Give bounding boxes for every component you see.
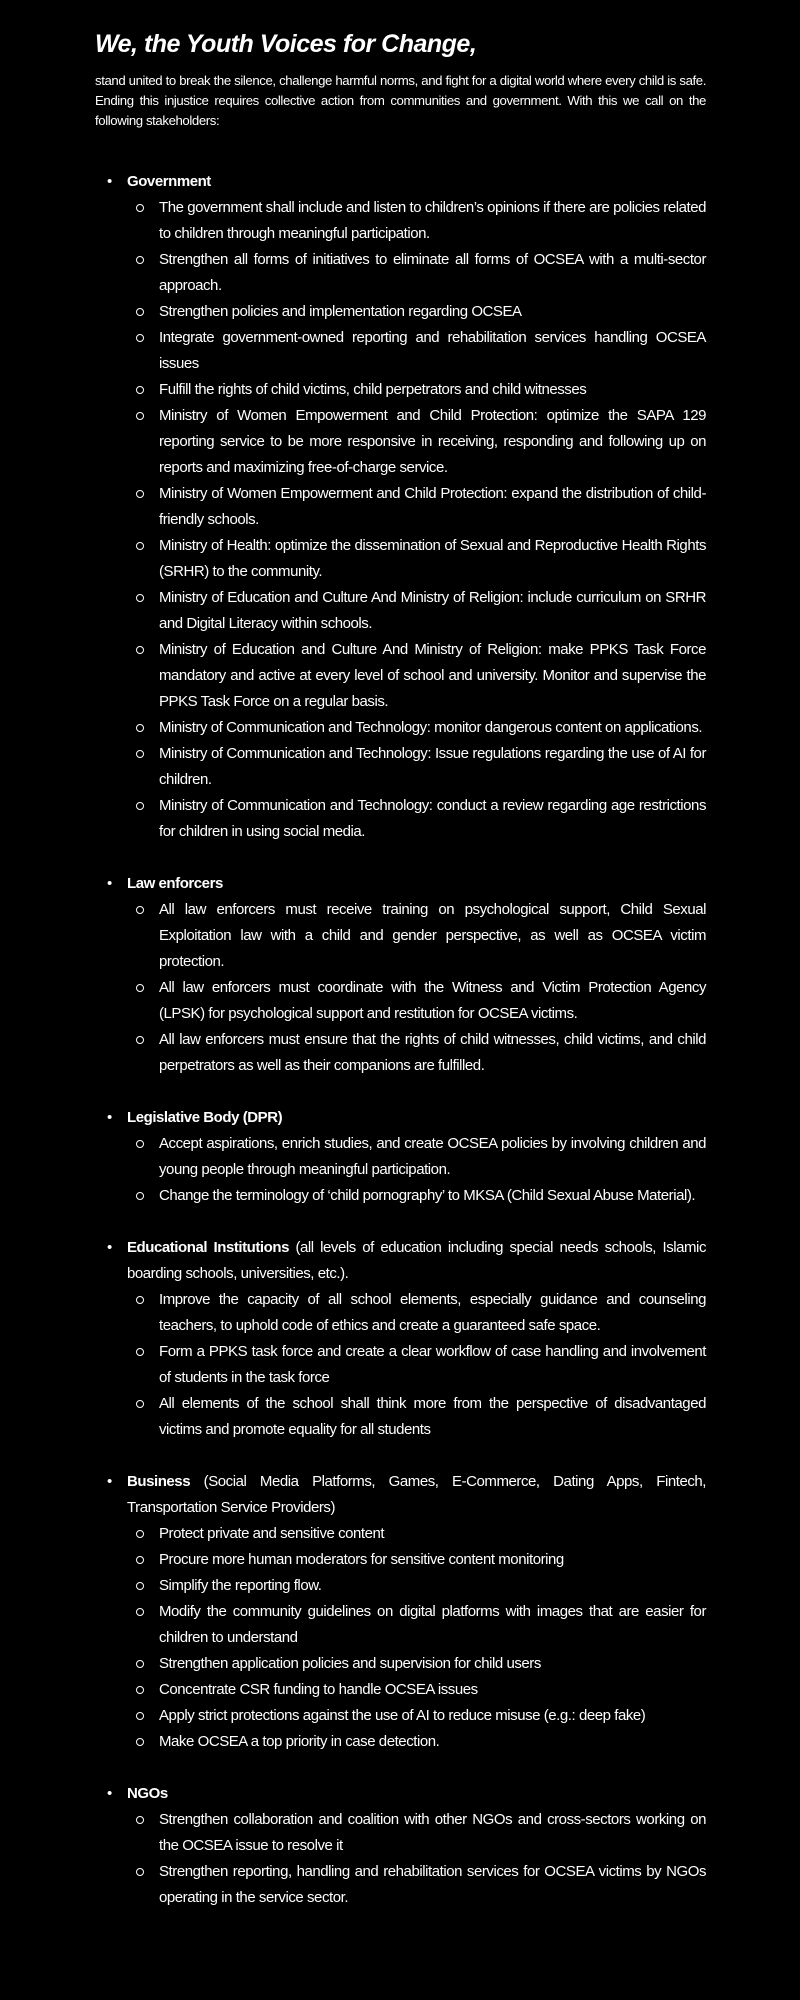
circle-bullet-icon (136, 256, 144, 264)
circle-bullet-icon (136, 542, 144, 550)
list-item (127, 1859, 706, 1911)
item-text: Strengthen collaboration and coalition with other NGOs and cross-sectors working on the OCSEA issue to resolve it (159, 1811, 706, 1854)
section-heading: Law enforcers (127, 875, 223, 892)
item-text: Ministry of Communication and Technology: conduct a review regarding age restrictions for children in using social media. (159, 797, 706, 840)
circle-bullet-icon (136, 1686, 144, 1694)
bullet-icon: • (107, 1473, 112, 1490)
list-item (127, 1131, 706, 1183)
recommendation-list (127, 1521, 706, 1755)
circle-bullet-icon (136, 1608, 144, 1616)
circle-bullet-icon (136, 1556, 144, 1564)
circle-bullet-icon (136, 1348, 144, 1356)
list-item (127, 715, 706, 741)
circle-bullet-icon (136, 1660, 144, 1668)
section-note: (all levels of education including special needs schools, Islamic boarding schools, universities, etc.). (127, 1239, 706, 1282)
bullet-icon: • (107, 1109, 112, 1126)
item-text: Integrate government-owned reporting and rehabilitation services handling OCSEA issues (159, 329, 706, 372)
circle-bullet-icon (136, 334, 144, 342)
item-text: All law enforcers must receive training on psychological support, Child Sexual Exploitation law with a child and gender perspective, as well as OCSEA victim protection. (159, 901, 706, 970)
circle-bullet-icon (136, 412, 144, 420)
circle-bullet-icon (136, 594, 144, 602)
stakeholder-section (95, 1105, 706, 1209)
item-text: Ministry of Health: optimize the dissemination of Sexual and Reproductive Health Rights (SRHR) to the community. (159, 537, 706, 580)
item-text: Modify the community guidelines on digital platforms with images that are easier for children to understand (159, 1603, 706, 1646)
circle-bullet-icon (136, 1868, 144, 1876)
list-item (127, 481, 706, 533)
item-text: Ministry of Education and Culture And Ministry of Religion: make PPKS Task Force mandatory and active at every level of school and university. Monitor and supervise the PPKS Task Force on a regular basis. (159, 641, 706, 710)
item-text: Ministry of Women Empowerment and Child Protection: expand the distribution of child-friendly schools. (159, 485, 706, 528)
item-text: Form a PPKS task force and create a clear workflow of case handling and involvement of students in the task force (159, 1343, 706, 1386)
list-item (127, 1547, 706, 1573)
list-item (127, 1391, 706, 1443)
item-text: Protect private and sensitive content (159, 1525, 385, 1542)
item-text: Ministry of Education and Culture And Ministry of Religion: include curriculum on SRHR and Digital Literacy within schools. (159, 589, 706, 632)
stakeholder-section (95, 871, 706, 1079)
item-text: Improve the capacity of all school elements, especially guidance and counseling teachers, to uphold code of ethics and create a guaranteed safe space. (159, 1291, 706, 1334)
stakeholder-section (95, 169, 706, 845)
section-heading: Educational Institutions (127, 1239, 289, 1256)
list-item (127, 793, 706, 845)
list-item (127, 1703, 706, 1729)
circle-bullet-icon (136, 1712, 144, 1720)
bullet-icon: • (107, 875, 112, 892)
list-item (127, 247, 706, 299)
circle-bullet-icon (136, 802, 144, 810)
list-item (127, 1599, 706, 1651)
item-text: All law enforcers must coordinate with the Witness and Victim Protection Agency (LPSK) for psychological support and restitution for OCSEA victims. (159, 979, 706, 1022)
section-heading: Business (127, 1473, 191, 1490)
circle-bullet-icon (136, 1400, 144, 1408)
item-text: Strengthen reporting, handling and rehabilitation services for OCSEA victims by NGOs operating in the service sector. (159, 1863, 706, 1906)
circle-bullet-icon (136, 984, 144, 992)
list-item (127, 195, 706, 247)
recommendation-list (127, 897, 706, 1079)
item-text: Ministry of Communication and Technology: monitor dangerous content on applications. (159, 719, 703, 736)
circle-bullet-icon (136, 750, 144, 758)
stakeholder-list (95, 169, 706, 1911)
item-text: Procure more human moderators for sensitive content monitoring (159, 1551, 564, 1568)
circle-bullet-icon (136, 906, 144, 914)
list-item (127, 637, 706, 715)
item-text: All elements of the school shall think more from the perspective of disadvantaged victims and promote equality for all students (159, 1395, 706, 1438)
item-text: Ministry of Communication and Technology: Issue regulations regarding the use of AI for children. (159, 745, 706, 788)
list-item (127, 975, 706, 1027)
list-item (127, 325, 706, 377)
circle-bullet-icon (136, 1582, 144, 1590)
item-text: Apply strict protections against the use of AI to reduce misuse (e.g.: deep fake) (159, 1707, 646, 1724)
list-item (127, 403, 706, 481)
stakeholder-section (95, 1235, 706, 1443)
item-text: Concentrate CSR funding to handle OCSEA issues (159, 1681, 478, 1698)
item-text: Simplify the reporting flow. (159, 1577, 322, 1594)
circle-bullet-icon (136, 308, 144, 316)
list-item (127, 1729, 706, 1755)
item-text: Strengthen all forms of initiatives to eliminate all forms of OCSEA with a multi-sector approach. (159, 251, 706, 294)
item-text: Ministry of Women Empowerment and Child Protection: optimize the SAPA 129 reporting service to be more responsive in receiving, responding and following up on reports and maximizing free-of-charge service. (159, 407, 706, 476)
item-text: Strengthen policies and implementation regarding OCSEA (159, 303, 522, 320)
list-item (127, 1677, 706, 1703)
list-item (127, 1183, 706, 1209)
list-item (127, 897, 706, 975)
section-heading: Legislative Body (DPR) (127, 1109, 283, 1126)
intro-paragraph: stand united to break the silence, challenge harmful norms, and fight for a digital world where every child is safe. Ending this injustice requires collective action from communities and government. With this we call on the following stakeholders: (95, 73, 706, 128)
item-text: Fulfill the rights of child victims, child perpetrators and child witnesses (159, 381, 587, 398)
circle-bullet-icon (136, 204, 144, 212)
circle-bullet-icon (136, 1296, 144, 1304)
circle-bullet-icon (136, 386, 144, 394)
declaration (95, 30, 706, 1937)
list-item (127, 1573, 706, 1599)
circle-bullet-icon (136, 1816, 144, 1824)
recommendation-list (127, 1131, 706, 1209)
list-item (127, 533, 706, 585)
recommendation-list (127, 1287, 706, 1443)
circle-bullet-icon (136, 1140, 144, 1148)
section-heading: NGOs (127, 1785, 168, 1802)
item-text: The government shall include and listen to children’s opinions if there are policies related to children through meaningful participation. (159, 199, 706, 242)
bullet-icon: • (107, 1785, 112, 1802)
list-item (127, 1807, 706, 1859)
list-item (127, 377, 706, 403)
list-item (127, 1521, 706, 1547)
stakeholder-section (95, 1781, 706, 1911)
circle-bullet-icon (136, 1738, 144, 1746)
list-item (127, 1027, 706, 1079)
bullet-icon: • (107, 1239, 112, 1256)
recommendation-list (127, 1807, 706, 1911)
section-note: (Social Media Platforms, Games, E-Commerce, Dating Apps, Fintech, Transportation Service Providers) (127, 1473, 706, 1516)
item-text: Accept aspirations, enrich studies, and create OCSEA policies by involving children and young people through meaningful participation. (159, 1135, 706, 1178)
list-item (127, 1287, 706, 1339)
circle-bullet-icon (136, 646, 144, 654)
list-item (127, 741, 706, 793)
item-text: All law enforcers must ensure that the rights of child witnesses, child victims, and child perpetrators as well as their companions are fulfilled. (159, 1031, 706, 1074)
section-heading: Government (127, 173, 211, 190)
recommendation-list (127, 195, 706, 845)
list-item (127, 1339, 706, 1391)
item-text: Strengthen application policies and supervision for child users (159, 1655, 541, 1672)
circle-bullet-icon (136, 1530, 144, 1538)
circle-bullet-icon (136, 1192, 144, 1200)
circle-bullet-icon (136, 1036, 144, 1044)
list-item (127, 585, 706, 637)
circle-bullet-icon (136, 724, 144, 732)
item-text: Make OCSEA a top priority in case detection. (159, 1733, 440, 1750)
page-title: We, the Youth Voices for Change, (95, 30, 477, 58)
bullet-icon: • (107, 173, 112, 190)
circle-bullet-icon (136, 490, 144, 498)
list-item (127, 299, 706, 325)
list-item (127, 1651, 706, 1677)
stakeholder-section (95, 1469, 706, 1755)
item-text: Change the terminology of ‘child pornography’ to MKSA (Child Sexual Abuse Material). (159, 1187, 696, 1204)
